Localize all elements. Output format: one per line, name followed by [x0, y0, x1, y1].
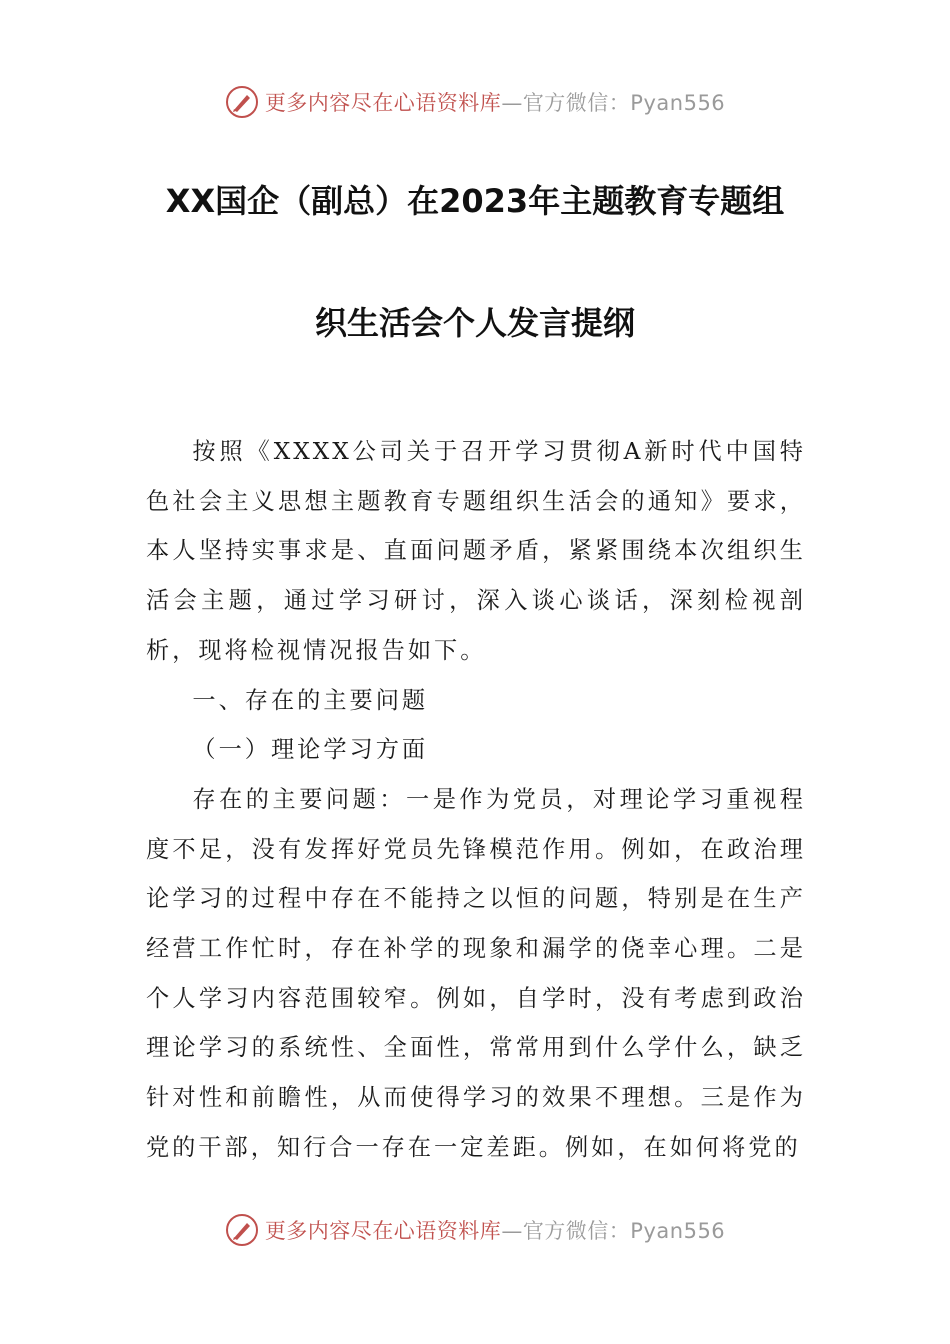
header-watermark	[0, 80, 950, 124]
subsection-heading: （一）理论学习方面	[192, 736, 429, 764]
section-heading: 一、存在的主要问题	[192, 686, 429, 714]
pen-logo-icon	[225, 1213, 259, 1247]
pen-logo-icon	[225, 85, 259, 119]
intro-paragraph: 按照《XXXX公司关于召开学习贯彻A新时代中国特色社会主义思想主题教育专题组织生活会的通知》要求，本人坚持实事求是、直面问题矛盾，紧紧围绕本次组织生活会主题，通过学习研讨，深入谈心谈话，深刻检视剖析，现将检视情况报告如下。	[146, 438, 806, 664]
body-paragraph: 存在的主要问题：一是作为党员，对理论学习重视程度不足，没有发挥好党员先锋模范作用。例如，在政治理论学习的过程中存在不能持之以恒的问题，特别是在生产经营工作忙时，存在补学的现象和漏学的侥幸心理。二是个人学习内容范围较窄。例如，自学时，没有考虑到政治理论学习的系统性、全面性，常常用到什么学什么，缺乏针对性和前瞻性，从而使得学习的效果不理想。三是作为党的干部，知行合一存在一定差距。例如，在如何将党的	[146, 785, 806, 1161]
watermark-text: 更多内容尽在心语资料库—官方微信：Pyan556	[264, 91, 726, 115]
document-title-line-1: XX国企（副总）在2023年主题教育专题组	[165, 182, 785, 220]
footer-watermark	[0, 1208, 950, 1252]
watermark-text: 更多内容尽在心语资料库—官方微信：Pyan556	[264, 1219, 726, 1243]
document-body	[146, 427, 806, 1173]
document-title-line-2: 织生活会个人发言提纲	[314, 304, 635, 342]
